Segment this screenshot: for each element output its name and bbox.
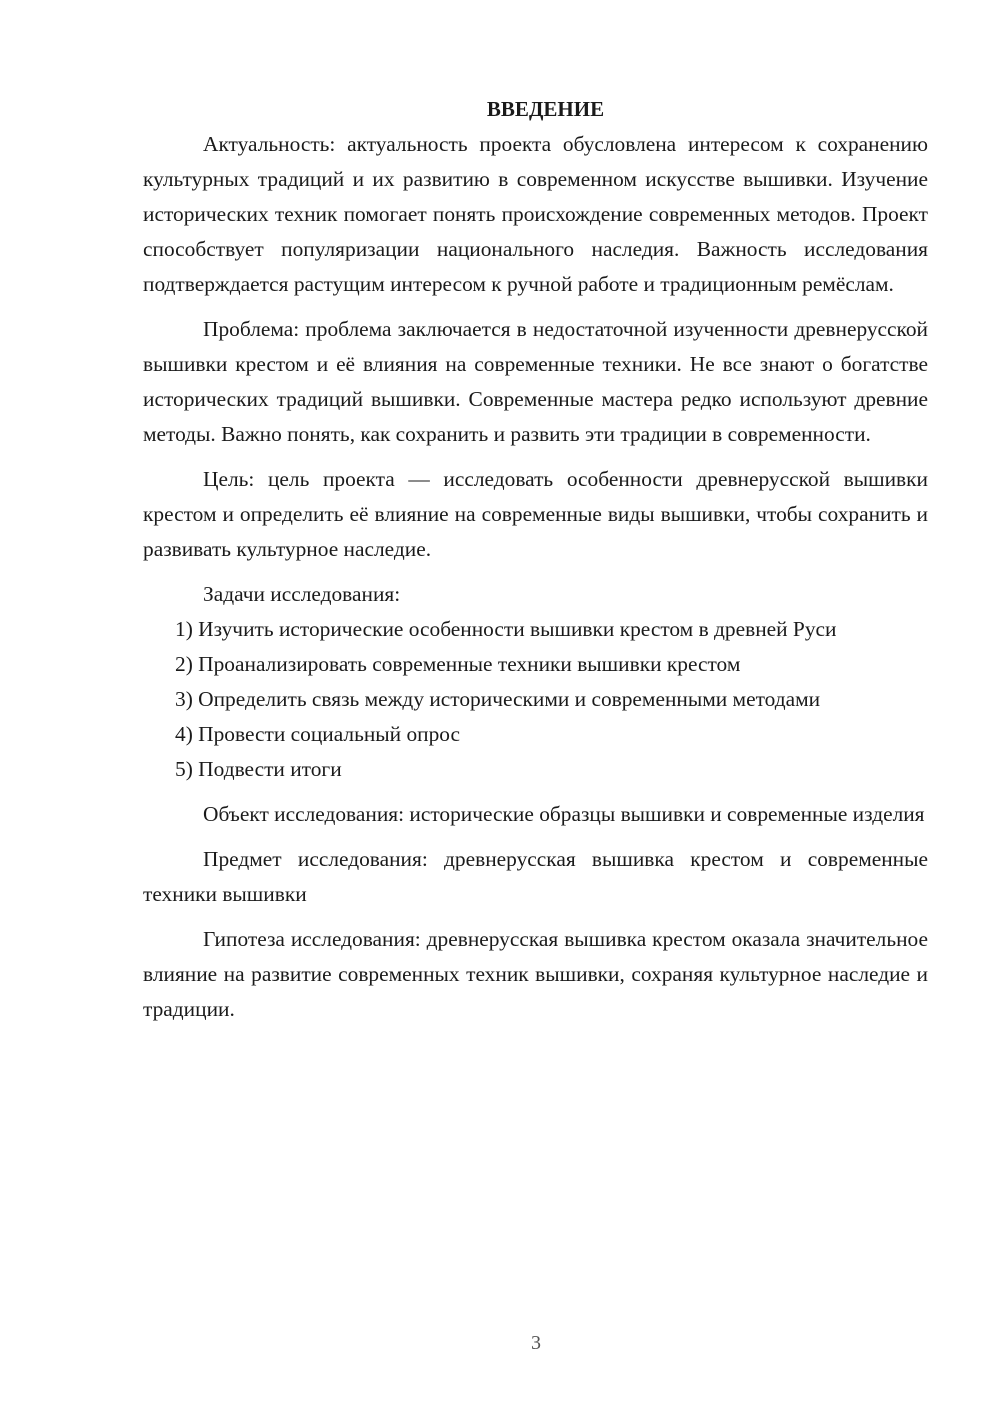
task-item: 3) Определить связь между историческими и современными методами: [175, 687, 821, 711]
tasks-list: [143, 612, 928, 787]
tasks-heading: Задачи исследования:: [203, 582, 401, 606]
object-paragraph: Объект исследования: исторические образцы вышивки и современные изделия: [203, 802, 925, 826]
task-item: 5) Подвести итоги: [175, 757, 342, 781]
relevance-paragraph: Актуальность: актуальность проекта обусловлена интересом к сохранению культурных традиций и их развитию в современном искусстве вышивки. Изучение исторических техник помогает понять происхождение современных методов. Проект способствует популяризации национального наследия. Важность исследования подтверждается растущим интересом к ручной работе и традиционным ремёслам.: [143, 132, 928, 296]
document-page: [143, 92, 928, 1027]
task-item: 4) Провести социальный опрос: [175, 722, 461, 746]
task-item: 2) Проанализировать современные техники вышивки крестом: [175, 652, 741, 676]
hypothesis-paragraph: Гипотеза исследования: древнерусская вышивка крестом оказала значительное влияние на развитие современных техник вышивки, сохраняя культурное наследие и традиции.: [143, 927, 928, 1021]
page-title: ВВЕДЕНИЕ: [486, 97, 605, 121]
goal-paragraph: Цель: цель проекта — исследовать особенности древнерусской вышивки крестом и определить её влияние на современные виды вышивки, чтобы сохранить и развивать культурное наследие.: [143, 467, 928, 561]
problem-paragraph: Проблема: проблема заключается в недостаточной изученности древнерусской вышивки крестом и её влияния на современные техники. Не все знают о богатстве исторических традиций вышивки. Современные мастера редко используют древние методы. Важно понять, как сохранить и развить эти традиции в современности.: [143, 317, 928, 446]
task-item: 1) Изучить исторические особенности вышивки крестом в древней Руси: [175, 617, 837, 641]
subject-paragraph: Предмет исследования: древнерусская вышивка крестом и современные техники вышивки: [143, 847, 928, 906]
page-number: 3: [531, 1332, 541, 1354]
